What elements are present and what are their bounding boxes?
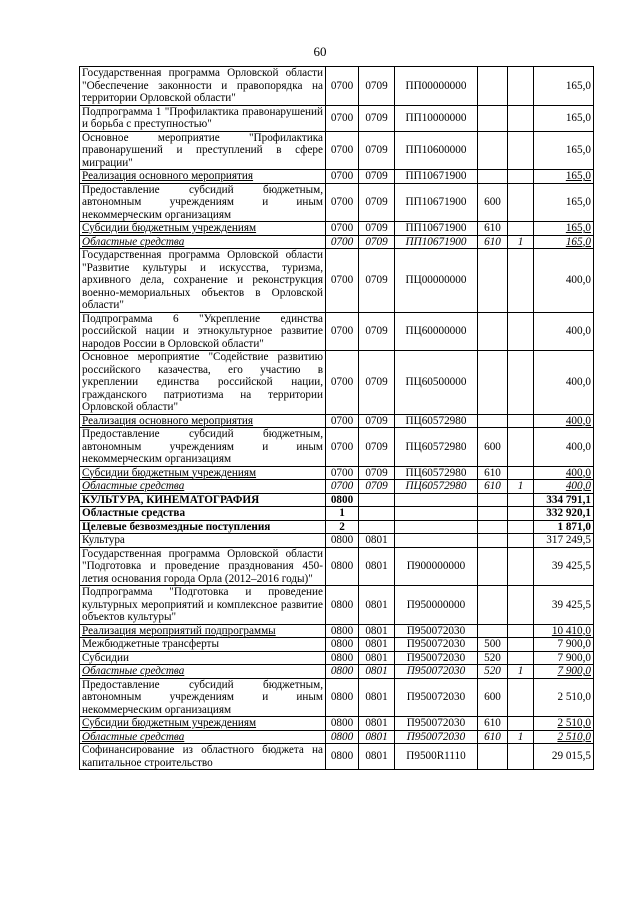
table-row xyxy=(80,651,594,665)
table-row xyxy=(80,183,594,222)
table-row xyxy=(80,170,594,184)
row-target-code: ПП10671900 xyxy=(395,235,478,249)
row-name: Подпрограмма "Подготовка и проведение культурных мероприятий и комплексное развитие объектов культуры" xyxy=(80,586,326,625)
row-target-code: ПП10671900 xyxy=(395,170,478,184)
row-funding-type xyxy=(508,312,534,351)
table-row xyxy=(80,493,594,507)
row-subsection: 0801 xyxy=(359,586,395,625)
row-subsection: 0801 xyxy=(359,665,395,679)
row-section: 0700 xyxy=(326,67,359,106)
row-name: Предоставление субсидий бюджетным, автономным учреждениям и иным некоммерческим организациям xyxy=(80,678,326,717)
row-funding-type xyxy=(508,249,534,313)
row-subsection: 0801 xyxy=(359,547,395,586)
row-expense-type xyxy=(478,586,508,625)
row-section: 0700 xyxy=(326,414,359,428)
row-expense-type: 520 xyxy=(478,651,508,665)
row-name: Субсидии xyxy=(80,651,326,665)
row-section: 0800 xyxy=(326,744,359,770)
row-funding-type: 1 xyxy=(508,235,534,249)
row-expense-type: 610 xyxy=(478,235,508,249)
row-funding-type xyxy=(508,105,534,131)
row-target-code: П9500R1110 xyxy=(395,744,478,770)
row-target-code: ПЦ60500000 xyxy=(395,351,478,415)
table-row xyxy=(80,534,594,548)
table-row xyxy=(80,678,594,717)
row-funding-type xyxy=(508,624,534,638)
row-target-code: П950072030 xyxy=(395,651,478,665)
row-expense-type: 610 xyxy=(478,730,508,744)
row-expense-type xyxy=(478,744,508,770)
row-target-code: ПП10671900 xyxy=(395,222,478,236)
row-target-code: ПП10000000 xyxy=(395,105,478,131)
row-subsection: 0709 xyxy=(359,249,395,313)
row-subsection: 0801 xyxy=(359,678,395,717)
table-row xyxy=(80,312,594,351)
row-section: 0800 xyxy=(326,624,359,638)
row-expense-type: 500 xyxy=(478,638,508,652)
row-funding-type xyxy=(508,131,534,170)
row-expense-type xyxy=(478,67,508,106)
row-funding-type xyxy=(508,351,534,415)
table-row xyxy=(80,131,594,170)
row-section: 0700 xyxy=(326,466,359,480)
table-row xyxy=(80,744,594,770)
row-amount: 7 900,0 xyxy=(534,638,594,652)
row-amount: 7 900,0 xyxy=(534,665,594,679)
row-name: Областные средства xyxy=(80,730,326,744)
row-expense-type xyxy=(478,312,508,351)
row-section: 0700 xyxy=(326,235,359,249)
row-section: 0700 xyxy=(326,105,359,131)
row-subsection: 0709 xyxy=(359,428,395,467)
row-target-code: П950072030 xyxy=(395,717,478,731)
row-amount: 165,0 xyxy=(534,222,594,236)
row-section: 0800 xyxy=(326,547,359,586)
row-funding-type xyxy=(508,428,534,467)
row-amount: 29 015,5 xyxy=(534,744,594,770)
row-name: Подпрограмма 1 "Профилактика правонарушений и борьба с преступностью" xyxy=(80,105,326,131)
row-amount: 400,0 xyxy=(534,480,594,494)
row-name: Государственная программа Орловской области "Обеспечение законности и правопорядка на территории Орловской области" xyxy=(80,67,326,106)
row-subsection: 0801 xyxy=(359,717,395,731)
row-subsection: 0709 xyxy=(359,131,395,170)
row-name: Культура xyxy=(80,534,326,548)
row-section: 0800 xyxy=(326,493,359,507)
row-funding-type: 1 xyxy=(508,665,534,679)
row-funding-type xyxy=(508,651,534,665)
row-target-code: ПП10671900 xyxy=(395,183,478,222)
row-section: 0800 xyxy=(326,730,359,744)
row-subsection: 0709 xyxy=(359,414,395,428)
row-expense-type xyxy=(478,547,508,586)
table-row xyxy=(80,466,594,480)
table-row xyxy=(80,351,594,415)
table-row xyxy=(80,547,594,586)
row-expense-type: 600 xyxy=(478,428,508,467)
row-name: Областные средства xyxy=(80,665,326,679)
row-subsection xyxy=(359,507,395,521)
row-subsection: 0709 xyxy=(359,312,395,351)
row-expense-type: 520 xyxy=(478,665,508,679)
row-amount: 2 510,0 xyxy=(534,678,594,717)
row-funding-type xyxy=(508,183,534,222)
row-section: 0800 xyxy=(326,678,359,717)
row-name: Реализация основного мероприятия xyxy=(80,170,326,184)
row-target-code: П900000000 xyxy=(395,547,478,586)
row-section: 0800 xyxy=(326,534,359,548)
row-target-code xyxy=(395,507,478,521)
row-target-code: П950072030 xyxy=(395,624,478,638)
row-target-code: ПЦ00000000 xyxy=(395,249,478,313)
row-amount: 165,0 xyxy=(534,131,594,170)
row-subsection: 0801 xyxy=(359,624,395,638)
table-row xyxy=(80,624,594,638)
row-name: Областные средства xyxy=(80,235,326,249)
row-subsection: 0709 xyxy=(359,170,395,184)
row-section: 0800 xyxy=(326,586,359,625)
row-name: Субсидии бюджетным учреждениям xyxy=(80,222,326,236)
row-name: Государственная программа Орловской области "Развитие культуры и искусства, туризма, архивного дела, сохранение и реконструкция военно-мемориальных объектов в Орловской области" xyxy=(80,249,326,313)
row-name: Областные средства xyxy=(80,507,326,521)
row-subsection: 0709 xyxy=(359,466,395,480)
row-section: 0700 xyxy=(326,351,359,415)
row-amount: 400,0 xyxy=(534,428,594,467)
row-expense-type xyxy=(478,170,508,184)
row-amount: 2 510,0 xyxy=(534,717,594,731)
row-expense-type xyxy=(478,351,508,415)
table-row xyxy=(80,507,594,521)
row-name: Областные средства xyxy=(80,480,326,494)
row-expense-type: 610 xyxy=(478,222,508,236)
row-expense-type xyxy=(478,507,508,521)
row-expense-type xyxy=(478,493,508,507)
row-subsection: 0709 xyxy=(359,183,395,222)
row-funding-type xyxy=(508,547,534,586)
row-amount: 165,0 xyxy=(534,170,594,184)
row-expense-type xyxy=(478,534,508,548)
row-target-code: ПЦ60572980 xyxy=(395,466,478,480)
row-target-code: П950072030 xyxy=(395,730,478,744)
row-funding-type xyxy=(508,520,534,534)
row-expense-type: 610 xyxy=(478,717,508,731)
row-subsection: 0709 xyxy=(359,235,395,249)
row-name: Основное мероприятие "Содействие развитию российского казачества, его участию в укреплении единства российской нации, гражданского патриотизма на территории Орловской области" xyxy=(80,351,326,415)
row-subsection: 0709 xyxy=(359,105,395,131)
row-amount: 400,0 xyxy=(534,351,594,415)
row-subsection: 0801 xyxy=(359,651,395,665)
table-row xyxy=(80,249,594,313)
table-row xyxy=(80,235,594,249)
row-name: Субсидии бюджетным учреждениям xyxy=(80,466,326,480)
row-funding-type xyxy=(508,678,534,717)
row-funding-type xyxy=(508,534,534,548)
table-row xyxy=(80,414,594,428)
row-funding-type xyxy=(508,717,534,731)
row-funding-type: 1 xyxy=(508,480,534,494)
row-section: 0800 xyxy=(326,665,359,679)
row-section: 0700 xyxy=(326,312,359,351)
row-name: Основное мероприятие "Профилактика правонарушений и преступлений в сфере миграции" xyxy=(80,131,326,170)
row-target-code: П950072030 xyxy=(395,678,478,717)
row-target-code: ПЦ60572980 xyxy=(395,480,478,494)
row-expense-type xyxy=(478,105,508,131)
table-row xyxy=(80,105,594,131)
row-section: 0700 xyxy=(326,480,359,494)
row-amount: 10 410,0 xyxy=(534,624,594,638)
row-subsection: 0801 xyxy=(359,730,395,744)
row-name: Предоставление субсидий бюджетным, автономным учреждениям и иным некоммерческим организациям xyxy=(80,183,326,222)
row-amount: 334 791,1 xyxy=(534,493,594,507)
row-funding-type xyxy=(508,466,534,480)
row-funding-type xyxy=(508,67,534,106)
row-subsection: 0709 xyxy=(359,351,395,415)
row-subsection xyxy=(359,493,395,507)
row-section: 0800 xyxy=(326,717,359,731)
row-subsection: 0801 xyxy=(359,638,395,652)
row-target-code: П950072030 xyxy=(395,638,478,652)
row-amount: 400,0 xyxy=(534,414,594,428)
table-row xyxy=(80,520,594,534)
row-expense-type: 600 xyxy=(478,678,508,717)
row-funding-type xyxy=(508,222,534,236)
row-funding-type xyxy=(508,170,534,184)
row-target-code xyxy=(395,534,478,548)
row-section: 0700 xyxy=(326,183,359,222)
row-section: 0700 xyxy=(326,222,359,236)
row-expense-type: 610 xyxy=(478,480,508,494)
row-section: 0700 xyxy=(326,170,359,184)
row-funding-type xyxy=(508,493,534,507)
row-subsection: 0801 xyxy=(359,534,395,548)
row-name: КУЛЬТУРА, КИНЕМАТОГРАФИЯ xyxy=(80,493,326,507)
row-funding-type xyxy=(508,586,534,625)
row-amount: 39 425,5 xyxy=(534,547,594,586)
row-name: Государственная программа Орловской области "Подготовка и проведение празднования 450-летия основания города Орла (2012–2016 годы)" xyxy=(80,547,326,586)
row-expense-type: 600 xyxy=(478,183,508,222)
row-section: 0700 xyxy=(326,131,359,170)
table-row xyxy=(80,428,594,467)
row-expense-type: 610 xyxy=(478,466,508,480)
table-row xyxy=(80,586,594,625)
row-expense-type xyxy=(478,520,508,534)
row-name: Реализация мероприятий подпрограммы xyxy=(80,624,326,638)
row-amount: 165,0 xyxy=(534,183,594,222)
row-subsection: 0709 xyxy=(359,480,395,494)
row-target-code xyxy=(395,493,478,507)
table-row xyxy=(80,67,594,106)
row-target-code: ПЦ60000000 xyxy=(395,312,478,351)
row-name: Предоставление субсидий бюджетным, автономным учреждениям и иным некоммерческим организациям xyxy=(80,428,326,467)
row-funding-type xyxy=(508,638,534,652)
row-name: Субсидии бюджетным учреждениям xyxy=(80,717,326,731)
row-funding-type: 1 xyxy=(508,730,534,744)
row-name: Целевые безвозмездные поступления xyxy=(80,520,326,534)
row-amount: 39 425,5 xyxy=(534,586,594,625)
row-amount: 317 249,5 xyxy=(534,534,594,548)
row-name: Межбюджетные трансферты xyxy=(80,638,326,652)
row-amount: 165,0 xyxy=(534,105,594,131)
table-row xyxy=(80,638,594,652)
row-target-code: ПЦ60572980 xyxy=(395,428,478,467)
row-amount: 1 871,0 xyxy=(534,520,594,534)
row-amount: 332 920,1 xyxy=(534,507,594,521)
row-target-code: П950072030 xyxy=(395,665,478,679)
row-section: 1 xyxy=(326,507,359,521)
row-target-code: ПП10600000 xyxy=(395,131,478,170)
row-section: 0700 xyxy=(326,428,359,467)
budget-table xyxy=(79,66,594,770)
row-amount: 165,0 xyxy=(534,67,594,106)
row-subsection: 0709 xyxy=(359,67,395,106)
row-target-code: ПЦ60572980 xyxy=(395,414,478,428)
table-row xyxy=(80,222,594,236)
row-subsection: 0801 xyxy=(359,744,395,770)
table-row xyxy=(80,730,594,744)
row-section: 0800 xyxy=(326,638,359,652)
row-expense-type xyxy=(478,414,508,428)
row-subsection: 0709 xyxy=(359,222,395,236)
row-amount: 400,0 xyxy=(534,466,594,480)
row-funding-type xyxy=(508,744,534,770)
row-amount: 7 900,0 xyxy=(534,651,594,665)
row-name: Подпрограмма 6 "Укрепление единства российской нации и этнокультурное развитие народов России в Орловской области" xyxy=(80,312,326,351)
row-expense-type xyxy=(478,624,508,638)
row-expense-type xyxy=(478,249,508,313)
row-amount: 165,0 xyxy=(534,235,594,249)
page-number: 60 xyxy=(313,44,327,59)
row-section: 0700 xyxy=(326,249,359,313)
row-target-code xyxy=(395,520,478,534)
row-subsection xyxy=(359,520,395,534)
row-funding-type xyxy=(508,507,534,521)
row-amount: 400,0 xyxy=(534,312,594,351)
table-row xyxy=(80,717,594,731)
row-amount: 2 510,0 xyxy=(534,730,594,744)
row-funding-type xyxy=(508,414,534,428)
row-name: Реализация основного мероприятия xyxy=(80,414,326,428)
row-section: 2 xyxy=(326,520,359,534)
row-target-code: ПП00000000 xyxy=(395,67,478,106)
row-expense-type xyxy=(478,131,508,170)
row-section: 0800 xyxy=(326,651,359,665)
row-target-code: П950000000 xyxy=(395,586,478,625)
row-name: Софинансирование из областного бюджета на капитальное строительство xyxy=(80,744,326,770)
table-row xyxy=(80,480,594,494)
row-amount: 400,0 xyxy=(534,249,594,313)
table-row xyxy=(80,665,594,679)
